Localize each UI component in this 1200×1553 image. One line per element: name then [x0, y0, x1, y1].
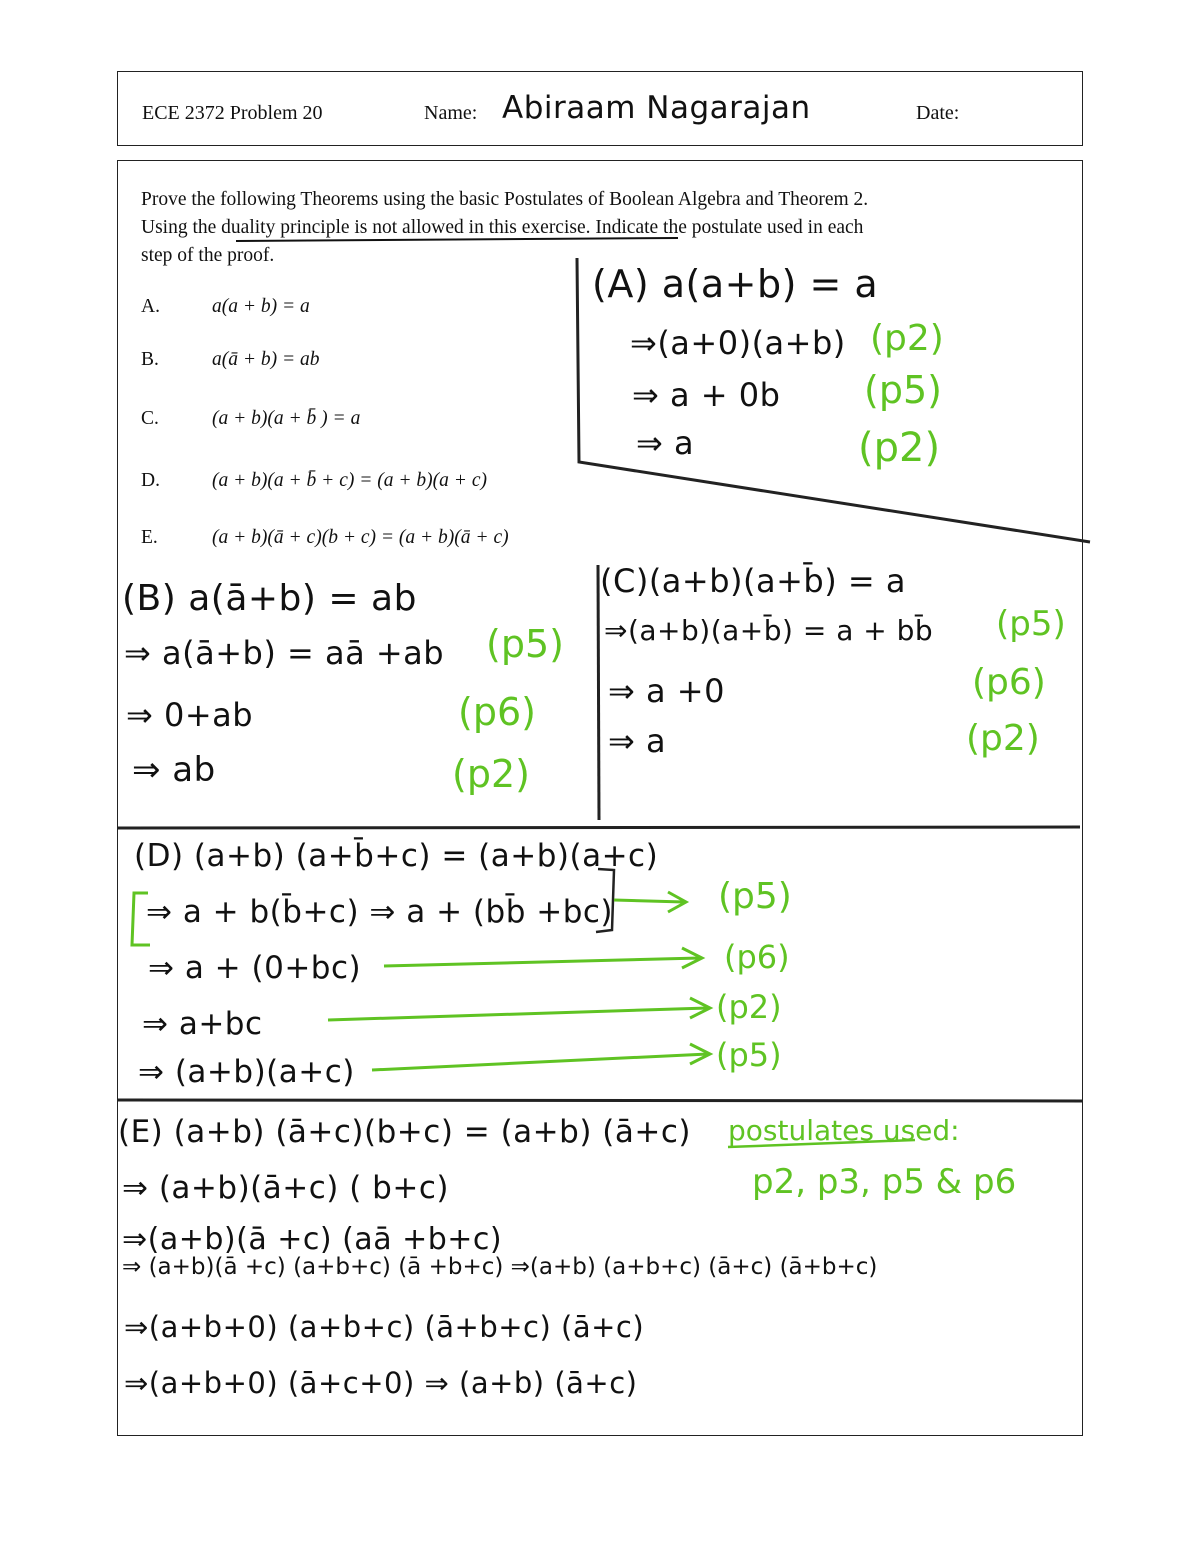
- theorem-equation: (a + b)(ā + c)(b + c) = (a + b)(ā + c): [212, 527, 509, 548]
- theorem-label: C.: [141, 408, 159, 429]
- proof-b-line-4: ⇒ ab: [132, 750, 216, 790]
- theorem-equation: a(a + b) = a: [212, 296, 310, 317]
- student-name-signature: Abiraam Nagarajan: [502, 90, 811, 126]
- proof-a-line-3: ⇒ a + 0b: [632, 376, 781, 414]
- proof-c-postulate-2: (p6): [972, 662, 1046, 703]
- proof-d-postulate-1: (p5): [718, 876, 792, 917]
- proof-d-line-3: ⇒ a + (0+bc): [148, 950, 362, 986]
- proof-c-line-1: (C)(a+b)(a+b̄) = a: [600, 562, 906, 600]
- proof-a-line-1: (A) a(a+b) = a: [592, 262, 879, 306]
- proof-a-postulate-2: (p5): [864, 368, 942, 412]
- proof-b-postulate-2: (p6): [458, 690, 536, 734]
- instructions-line-2a: Using the: [141, 217, 222, 238]
- proof-a-line-4: ⇒ a: [636, 424, 695, 462]
- proof-b-line-1: (B) a(ā+b) = ab: [122, 578, 417, 619]
- section-bc-divider: [598, 565, 599, 820]
- proof-b-line-3: ⇒ 0+ab: [126, 696, 254, 734]
- theorem-label: B.: [141, 349, 159, 370]
- section-d-top-border: [117, 827, 1080, 828]
- proof-e-line-3: ⇒(a+b)(ā +c) (aā +b+c): [122, 1222, 503, 1257]
- theorem-equation: (a + b)(a + b̄ ) = a: [212, 408, 361, 429]
- proof-c-line-2: ⇒(a+b)(a+b̄) = a + bb̄: [604, 614, 934, 647]
- proof-d-postulate-4: (p5): [716, 1036, 782, 1074]
- date-label: Date:: [916, 102, 960, 124]
- proof-e-line-5: ⇒(a+b+0) (a+b+c) (ā+b+c) (ā+c): [124, 1310, 645, 1344]
- postulates-used-label: postulates used:: [728, 1114, 960, 1147]
- postulates-used-value: p2, p3, p5 & p6: [752, 1162, 1017, 1202]
- proof-e-line-2: ⇒ (a+b)(ā+c) ( b+c): [122, 1170, 449, 1206]
- proof-c-postulate-1: (p5): [996, 604, 1066, 644]
- proof-e-line-1: (E) (a+b) (ā+c)(b+c) = (a+b) (ā+c): [118, 1114, 691, 1150]
- instructions-line-2b-underlined: duality principle is not allowed in this exercise: [221, 217, 586, 238]
- name-label: Name:: [424, 102, 478, 124]
- theorem-equation: (a + b)(a + b̄ + c) = (a + b)(a + c): [212, 470, 487, 491]
- proof-d-postulate-2: (p6): [724, 938, 790, 976]
- theorem-equation: a(ā + b) = ab: [212, 349, 320, 370]
- proof-a-postulate-1: (p2): [870, 318, 944, 359]
- proof-d-line-2: ⇒ a + b(b̄+c) ⇒ a + (bb̄ +bc): [146, 894, 614, 930]
- proof-d-postulate-3: (p2): [716, 988, 782, 1026]
- proof-d-line-4: ⇒ a+bc: [142, 1006, 263, 1042]
- section-e-top-border: [117, 1100, 1083, 1101]
- theorem-label: E.: [141, 527, 158, 548]
- instructions-line-1: Prove the following Theorems using the basic Postulates of Boolean Algebra and Theorem 2.: [141, 189, 869, 210]
- proof-d-line-1: (D) (a+b) (a+b̄+c) = (a+b)(a+c): [134, 838, 659, 874]
- proof-d-line-5: ⇒ (a+b)(a+c): [138, 1054, 355, 1090]
- proof-e-line-6: ⇒(a+b+0) (ā+c+0) ⇒ (a+b) (ā+c): [124, 1366, 638, 1400]
- proof-c-line-4: ⇒ a: [608, 722, 667, 760]
- theorem-label: A.: [141, 296, 160, 317]
- proof-a-line-2: ⇒(a+0)(a+b): [630, 324, 846, 362]
- proof-b-postulate-3: (p2): [452, 752, 530, 796]
- proof-e-line-4: ⇒ (a+b)(ā +c) (a+b+c) (ā +b+c) ⇒(a+b) (a+b+c) (ā+c) (ā+b+c): [122, 1254, 878, 1280]
- instructions-line-3: step of the proof.: [141, 245, 275, 266]
- duality-underline: [236, 238, 678, 241]
- course-title: ECE 2372 Problem 20: [142, 102, 323, 124]
- proof-b-postulate-1: (p5): [486, 622, 564, 666]
- proof-a-postulate-3: (p2): [858, 425, 941, 471]
- theorem-label: D.: [141, 470, 160, 491]
- proof-c-line-3: ⇒ a +0: [608, 672, 725, 710]
- proof-b-line-2: ⇒ a(ā+b) = aā +ab: [124, 634, 445, 672]
- proof-c-postulate-3: (p2): [966, 718, 1040, 759]
- instructions-line-2c: . Indicate the postulate used in each: [585, 217, 864, 238]
